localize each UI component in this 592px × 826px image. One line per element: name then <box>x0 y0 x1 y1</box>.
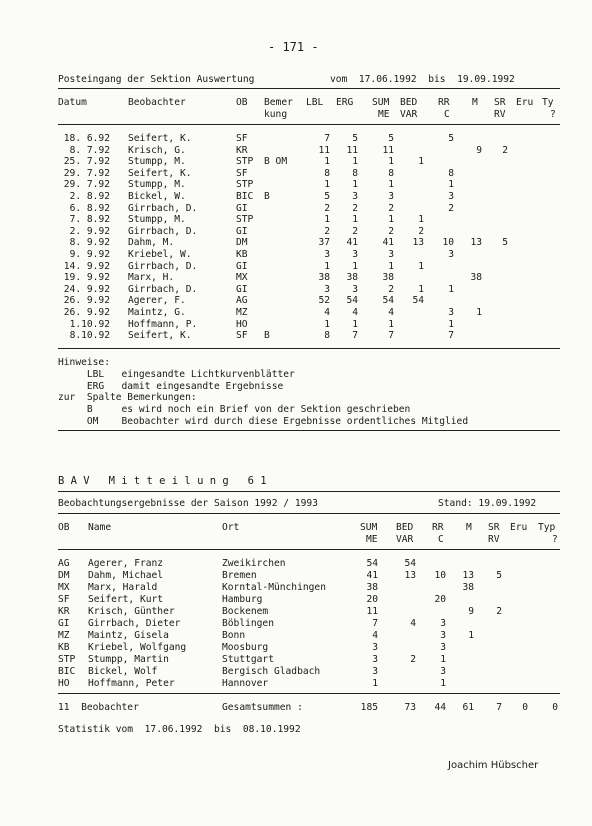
col-head-sum: SUM <box>360 522 378 533</box>
col-head-sum: SUM <box>372 97 390 108</box>
row-rr: 3 <box>448 249 454 260</box>
row-observer: Stumpp, M. <box>128 156 186 168</box>
row-ob: AG <box>236 295 248 307</box>
total-typ: 0 <box>552 702 558 713</box>
note-line: B es wird noch ein Brief von der Sektion geschrieben <box>58 404 411 416</box>
row-m: 9 <box>468 606 474 617</box>
row-bed: 13 <box>404 570 416 581</box>
signature: Joachim Hübscher <box>448 760 539 771</box>
row-lbl: 38 <box>318 272 330 284</box>
row-ob: BIC <box>58 666 76 677</box>
col-head-typ: ? <box>552 534 558 545</box>
total-bed: 73 <box>404 702 416 713</box>
row-sum: 7 <box>388 330 394 342</box>
row-m: 38 <box>470 272 482 284</box>
row-date: 19. 9.92 <box>63 272 110 284</box>
row-erg: 8 <box>352 167 358 179</box>
row-rr: 3 <box>440 618 446 629</box>
row-rr: 3 <box>440 630 446 641</box>
row-m: 1 <box>476 307 482 318</box>
row-erg: 2 <box>352 225 358 237</box>
row-date: 29. 7.92 <box>63 179 110 191</box>
row-name: Girrbach, Dieter <box>88 618 181 629</box>
col-head-bed: VAR <box>400 109 418 120</box>
row-erg: 1 <box>352 179 358 191</box>
row-sr: 5 <box>502 237 508 249</box>
row-bed: 13 <box>412 237 424 249</box>
total-sum: 185 <box>360 702 378 713</box>
row-ob: GI <box>58 618 70 629</box>
col-head-datum: Datum <box>58 97 87 108</box>
row-observer: Stumpp, M. <box>128 179 186 191</box>
row-name: Hoffmann, Peter <box>88 678 175 689</box>
row-name: Marx, Harald <box>88 582 158 593</box>
row-rr: 3 <box>448 307 454 318</box>
row-bed: 4 <box>410 618 416 629</box>
row-date: 24. 9.92 <box>63 283 110 295</box>
row-ob: MX <box>58 582 70 593</box>
page-number: - 171 - <box>268 40 319 54</box>
row-lbl: 1 <box>324 214 330 226</box>
col-head-bed: BED <box>400 97 418 108</box>
row-ort: Hamburg <box>222 594 263 605</box>
row-erg: 41 <box>346 237 358 249</box>
total-count: 11 Beobachter <box>58 702 139 713</box>
row-lbl: 1 <box>324 179 330 191</box>
row-date: 6. 8.92 <box>69 202 110 214</box>
row-sum: 7 <box>372 618 378 629</box>
rule <box>58 491 560 492</box>
col-head-m: M <box>466 522 472 533</box>
note-line: zur Spalte Bemerkungen: <box>58 392 197 404</box>
row-sum: 4 <box>372 630 378 641</box>
row-date: 7. 8.92 <box>69 214 110 226</box>
row-m: 1 <box>468 630 474 641</box>
row-ort: Böblingen <box>222 618 274 629</box>
row-observer: Dahm, M. <box>128 237 175 249</box>
col-head-erg: ERG <box>336 97 354 108</box>
section1-title: Posteingang der Sektion Auswertung <box>58 74 255 85</box>
col-head-sr: RV <box>488 534 500 545</box>
row-ob: STP <box>58 654 76 665</box>
row-lbl: 7 <box>324 133 330 144</box>
row-lbl: 3 <box>324 283 330 295</box>
row-ob: MX <box>236 272 248 284</box>
row-date: 1.10.92 <box>69 318 110 330</box>
row-erg: 3 <box>352 249 358 260</box>
section2-heading: B A V M i t t e i l u n g 6 1 <box>58 475 267 487</box>
row-ob: STP <box>236 214 254 226</box>
row-observer: Krisch, G. <box>128 144 186 156</box>
total-eru: 0 <box>522 702 528 713</box>
col-head-sum: ME <box>366 534 378 545</box>
row-date: 18. 6.92 <box>63 133 110 144</box>
statistik-line: Statistik vom 17.06.1992 bis 08.10.1992 <box>58 724 301 735</box>
row-rr: 3 <box>448 191 454 202</box>
col-head-bed: BED <box>396 522 414 533</box>
row-bed: 2 <box>418 225 424 237</box>
note-line: ERG damit eingesandte Ergebnisse <box>58 380 284 392</box>
row-date: 8. 9.92 <box>69 237 110 249</box>
row-sum: 1 <box>388 318 394 330</box>
row-ob: STP <box>236 156 254 168</box>
row-lbl: 11 <box>318 144 330 156</box>
row-sr: 5 <box>496 570 502 581</box>
row-rr: 2 <box>448 202 454 214</box>
row-sum: 1 <box>388 156 394 168</box>
row-bed: 54 <box>404 558 416 569</box>
rule <box>58 513 560 514</box>
row-sum: 2 <box>388 202 394 214</box>
total-rr: 44 <box>434 702 446 713</box>
row-observer: Bickel, W. <box>128 191 186 202</box>
row-m: 13 <box>462 570 474 581</box>
row-lbl: 1 <box>324 156 330 168</box>
col-head-sum: ME <box>378 109 390 120</box>
row-lbl: 8 <box>324 167 330 179</box>
row-observer: Kriebel, W. <box>128 249 192 260</box>
row-ort: Korntal-Münchingen <box>222 582 326 593</box>
col-head-beobachter: Beobachter <box>128 97 186 108</box>
row-ob: SF <box>58 594 70 605</box>
row-sum: 3 <box>388 249 394 260</box>
row-observer: Agerer, F. <box>128 295 186 307</box>
row-rr: 10 <box>442 237 454 249</box>
row-date: 9. 9.92 <box>69 249 110 260</box>
note-line: LBL eingesandte Lichtkurvenblätter <box>58 368 295 380</box>
row-erg: 4 <box>352 307 358 318</box>
row-ort: Moosburg <box>222 642 269 653</box>
total-sr: 7 <box>496 702 502 713</box>
row-remark: B <box>264 191 270 202</box>
row-m: 13 <box>470 237 482 249</box>
row-rr: 7 <box>448 330 454 342</box>
row-rr: 1 <box>448 179 454 191</box>
row-ob: KB <box>58 642 70 653</box>
row-sr: 2 <box>502 144 508 156</box>
row-erg: 1 <box>352 260 358 272</box>
row-date: 25. 7.92 <box>63 156 110 168</box>
row-erg: 3 <box>352 283 358 295</box>
row-remark: B OM <box>264 156 288 168</box>
row-observer: Seifert, K. <box>128 167 192 179</box>
row-ob: KB <box>236 249 248 260</box>
row-ort: Stuttgart <box>222 654 274 665</box>
row-erg: 7 <box>352 330 358 342</box>
col-head-rr: RR <box>432 522 444 533</box>
row-sum: 2 <box>388 225 394 237</box>
row-observer: Hoffmann, P. <box>128 318 198 330</box>
row-ob: GI <box>236 283 248 295</box>
row-ort: Bremen <box>222 570 257 581</box>
row-ob: BIC <box>236 191 254 202</box>
row-ort: Bergisch Gladbach <box>222 666 321 677</box>
row-ob: SF <box>236 133 248 144</box>
row-ob: MZ <box>58 630 70 641</box>
col-head-bemer: Bemer <box>264 97 293 108</box>
row-ort: Zweikirchen <box>222 558 286 569</box>
row-erg: 38 <box>346 272 358 284</box>
row-bed: 1 <box>418 156 424 168</box>
col-head-eru: Eru <box>510 522 528 533</box>
row-erg: 1 <box>352 318 358 330</box>
row-lbl: 2 <box>324 225 330 237</box>
row-sum: 20 <box>366 594 378 605</box>
row-rr: 3 <box>440 642 446 653</box>
col-head-rr: RR <box>438 97 450 108</box>
row-sum: 11 <box>382 144 394 156</box>
total-m: 61 <box>462 702 474 713</box>
row-date: 8.10.92 <box>69 330 110 342</box>
row-rr: 3 <box>440 666 446 677</box>
section2-title: Beobachtungsergebnisse der Saison 1992 / 1993 <box>58 498 318 509</box>
row-ob: KR <box>236 144 248 156</box>
row-sum: 11 <box>366 606 378 617</box>
row-rr: 10 <box>434 570 446 581</box>
row-ob: DM <box>58 570 70 581</box>
note-line: OM Beobachter wird durch diese Ergebnisse ordentliches Mitglied <box>58 416 469 427</box>
row-bed: 54 <box>412 295 424 307</box>
row-date: 29. 7.92 <box>63 167 110 179</box>
row-lbl: 3 <box>324 249 330 260</box>
row-date: 26. 9.92 <box>63 295 110 307</box>
row-sum: 3 <box>388 191 394 202</box>
col-head-ort: Ort <box>222 522 240 533</box>
row-sum: 1 <box>388 179 394 191</box>
col-head-bemer: kung <box>264 109 288 120</box>
row-ort: Hannover <box>222 678 269 689</box>
row-sum: 1 <box>388 214 394 226</box>
row-sum: 3 <box>372 654 378 665</box>
row-ob: HO <box>236 318 248 330</box>
row-observer: Maintz, G. <box>128 307 186 318</box>
col-head-name: Name <box>88 522 112 533</box>
row-name: Maintz, Gisela <box>88 630 169 641</box>
row-rr: 1 <box>440 654 446 665</box>
row-observer: Stumpp, M. <box>128 214 186 226</box>
col-head-typ: Typ <box>538 522 556 533</box>
row-rr: 1 <box>448 318 454 330</box>
row-sum: 54 <box>382 295 394 307</box>
col-head-sr: SR <box>488 522 500 533</box>
rule <box>58 430 560 431</box>
rule <box>58 348 560 349</box>
row-remark: B <box>264 330 270 342</box>
row-observer: Seifert, K. <box>128 133 192 144</box>
rule <box>58 693 560 694</box>
row-ob: SF <box>236 330 248 342</box>
col-head-ob: OB <box>236 97 248 108</box>
row-sum: 2 <box>388 283 394 295</box>
rule <box>58 88 560 89</box>
row-date: 2. 9.92 <box>69 225 110 237</box>
section1-period: vom 17.06.1992 bis 19.09.1992 <box>330 74 515 85</box>
total-label: Gesamtsummen : <box>222 702 303 713</box>
col-head-sr: RV <box>494 109 506 120</box>
section2-stand: Stand: 19.09.1992 <box>438 498 537 509</box>
row-ob: GI <box>236 260 248 272</box>
row-observer: Marx, H. <box>128 272 175 284</box>
col-head-lbl: LBL <box>306 97 324 108</box>
row-erg: 1 <box>352 156 358 168</box>
row-bed: 1 <box>418 260 424 272</box>
row-sum: 4 <box>388 307 394 318</box>
row-lbl: 1 <box>324 260 330 272</box>
row-m: 38 <box>462 582 474 593</box>
row-erg: 3 <box>352 191 358 202</box>
row-lbl: 52 <box>318 295 330 307</box>
row-date: 26. 9.92 <box>63 307 110 318</box>
col-head-rr: C <box>444 109 450 120</box>
row-name: Seifert, Kurt <box>88 594 164 605</box>
rule <box>58 549 560 550</box>
row-rr: 1 <box>448 283 454 295</box>
row-sum: 38 <box>382 272 394 284</box>
row-sum: 3 <box>372 666 378 677</box>
col-head-ty: ? <box>550 109 556 120</box>
row-date: 8. 7.92 <box>69 144 110 156</box>
row-lbl: 8 <box>324 330 330 342</box>
col-head-ob: OB <box>58 522 70 533</box>
col-head-m: M <box>472 97 478 108</box>
row-sum: 54 <box>366 558 378 569</box>
row-date: 2. 8.92 <box>69 191 110 202</box>
row-sr: 2 <box>496 606 502 617</box>
row-name: Krisch, Günther <box>88 606 175 617</box>
row-erg: 5 <box>352 133 358 144</box>
row-m: 9 <box>476 144 482 156</box>
row-erg: 2 <box>352 202 358 214</box>
row-name: Stumpp, Martin <box>88 654 169 665</box>
row-ob: DM <box>236 237 248 249</box>
row-rr: 8 <box>448 167 454 179</box>
row-name: Kriebel, Wolfgang <box>88 642 187 653</box>
row-name: Dahm, Michael <box>88 570 164 581</box>
row-sum: 1 <box>372 678 378 689</box>
row-rr: 20 <box>434 594 446 605</box>
row-lbl: 2 <box>324 202 330 214</box>
note-line: Hinweise: <box>58 357 110 368</box>
row-ob: GI <box>236 225 248 237</box>
col-head-bed: VAR <box>396 534 414 545</box>
row-lbl: 5 <box>324 191 330 202</box>
col-head-sr: SR <box>494 97 506 108</box>
row-rr: 5 <box>448 133 454 144</box>
row-lbl: 4 <box>324 307 330 318</box>
row-sum: 5 <box>388 133 394 144</box>
row-sum: 38 <box>366 582 378 593</box>
rule <box>58 124 560 125</box>
row-observer: Seifert, K. <box>128 330 192 342</box>
row-name: Agerer, Franz <box>88 558 164 569</box>
row-ort: Bonn <box>222 630 246 641</box>
row-sum: 3 <box>372 642 378 653</box>
row-erg: 11 <box>346 144 358 156</box>
row-date: 14. 9.92 <box>63 260 110 272</box>
col-head-rr: C <box>438 534 444 545</box>
row-bed: 1 <box>418 214 424 226</box>
row-erg: 54 <box>346 295 358 307</box>
row-observer: Girrbach, D. <box>128 260 198 272</box>
row-bed: 2 <box>410 654 416 665</box>
row-lbl: 1 <box>324 318 330 330</box>
row-erg: 1 <box>352 214 358 226</box>
col-head-ty: Ty <box>542 97 554 108</box>
col-head-eru: Eru <box>516 97 534 108</box>
row-ob: MZ <box>236 307 248 318</box>
row-lbl: 37 <box>318 237 330 249</box>
row-observer: Girrbach, D. <box>128 283 198 295</box>
row-ob: STP <box>236 179 254 191</box>
row-sum: 41 <box>382 237 394 249</box>
row-sum: 8 <box>388 167 394 179</box>
row-observer: Girrbach, D. <box>128 225 198 237</box>
row-bed: 1 <box>418 283 424 295</box>
row-ob: SF <box>236 167 248 179</box>
row-ob: AG <box>58 558 70 569</box>
row-ort: Bockenem <box>222 606 269 617</box>
row-ob: GI <box>236 202 248 214</box>
row-ob: KR <box>58 606 70 617</box>
row-sum: 41 <box>366 570 378 581</box>
row-ob: HO <box>58 678 70 689</box>
row-sum: 1 <box>388 260 394 272</box>
row-rr: 1 <box>440 678 446 689</box>
row-name: Bickel, Wolf <box>88 666 158 677</box>
row-observer: Girrbach, D. <box>128 202 198 214</box>
